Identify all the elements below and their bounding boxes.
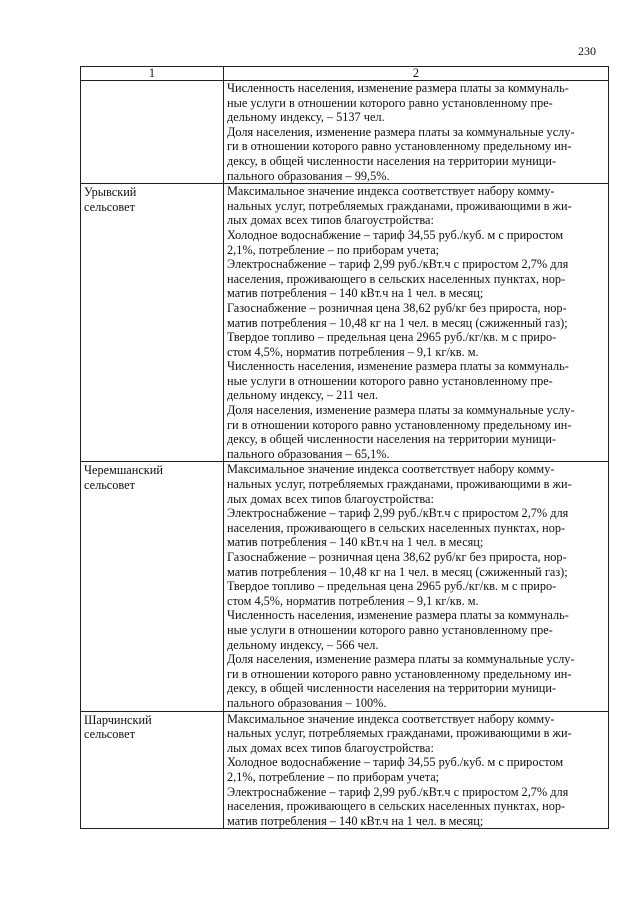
municipality-name: Черемшанский сельсовет: [84, 463, 163, 493]
paragraph: Газоснабжение – розничная цена 38,62 руб/кг без прироста, нор- матив потребления – 10,48 кг на 1 чел. в месяц (сжиженный газ);: [227, 550, 568, 579]
paragraph: Электроснабжение – тариф 2,99 руб./кВт.ч с приростом 2,7% для населения, проживающего в сельских населенных пунктах, нор- матив потребления – 140 кВт.ч на 1 чел. в месяц;: [227, 784, 569, 828]
table-row: [81, 81, 609, 184]
municipality-name-cell: [81, 711, 224, 829]
paragraph: Газоснабжение – розничная цена 38,62 руб/кг без прироста, нор- матив потребления – 10,48 кг на 1 чел. в месяц (сжиженный газ);: [227, 300, 568, 330]
column-header-1: 1: [81, 67, 224, 81]
municipality-name-cell: [81, 81, 224, 184]
municipality-name-cell: [81, 184, 224, 462]
paragraph: Электроснабжение – тариф 2,99 руб./кВт.ч с приростом 2,7% для населения, проживающего в сельских населенных пунктах, нор- матив потребления – 140 кВт.ч на 1 чел. в месяц;: [227, 506, 569, 550]
municipality-table: [80, 66, 609, 829]
paragraph: Численность населения, изменение размера платы за коммуналь- ные услуги в отношении которого равно установленному пре- дельному индексу, – 5137 чел.: [227, 81, 569, 125]
page-number: 230: [578, 44, 596, 58]
municipality-name-cell: [81, 462, 224, 711]
municipality-name: Шарчинский сельсовет: [84, 712, 152, 742]
description-cell: [224, 81, 609, 184]
paragraph: Максимальное значение индекса соответствует набору комму- нальных услуг, потребляемых гражданами, проживающими в жи- лых домах всех типов благоустройства:: [227, 184, 572, 228]
municipality-name: [84, 81, 220, 82]
table-row: [81, 711, 609, 829]
paragraph: Твердое топливо – предельная цена 2965 руб./кг/кв. м с приро- стом 4,5%, норматив потребления – 9,1 кг/кв. м.: [227, 579, 557, 608]
paragraph: Максимальное значение индекса соответствует набору комму- нальных услуг, потребляемых гражданами, проживающими в жи- лых домах всех типов благоустройства:: [227, 711, 572, 755]
municipality-name: Урывский сельсовет: [84, 185, 137, 214]
table-header-row: [81, 67, 609, 81]
paragraph: Твердое топливо – предельная цена 2965 руб./кг/кв. м с приро- стом 4,5%, норматив потребления – 9,1 кг/кв. м.: [227, 330, 557, 359]
description-cell: [224, 462, 609, 711]
paragraph: Численность населения, изменение размера платы за коммуналь- ные услуги в отношении которого равно установленному пре- дельному индексу, – 211 чел.: [227, 359, 569, 403]
table-row: [81, 184, 609, 462]
paragraph: Холодное водоснабжение – тариф 34,55 руб./куб. м с приростом 2,1%, потребление – по приборам учета;: [227, 755, 564, 784]
description-cell: [224, 184, 609, 462]
paragraph: Доля населения, изменение размера платы за коммунальные услу- ги в отношении которого равно установленному предельному ин- дексу, в общей численности населения на территории муници- пального образования – 100%.: [227, 652, 575, 710]
paragraph: Численность населения, изменение размера платы за коммуналь- ные услуги в отношении которого равно установленному пре- дельному индексу, – 566 чел.: [227, 608, 569, 652]
paragraph: Холодное водоснабжение – тариф 34,55 руб./куб. м с приростом 2,1%, потребление – по приборам учета;: [227, 227, 564, 257]
description-cell: [224, 711, 609, 829]
paragraph: Максимальное значение индекса соответствует набору комму- нальных услуг, потребляемых гражданами, проживающими в жи- лых домах всех типов благоустройства:: [227, 462, 572, 506]
table-row: [81, 462, 609, 711]
paragraph: Доля населения, изменение размера платы за коммунальные услу- ги в отношении которого равно установленному предельному ин- дексу, в общей численности населения на территории муници- пального образования – 99,5%.: [227, 124, 575, 183]
paragraph: Электроснабжение – тариф 2,99 руб./кВт.ч с приростом 2,7% для населения, проживающего в сельских населенных пунктах, нор- матив потребления – 140 кВт.ч на 1 чел. в месяц;: [227, 257, 569, 301]
column-header-2: 2: [224, 67, 609, 81]
paragraph: Доля населения, изменение размера платы за коммунальные услу- ги в отношении которого равно установленному предельному ин- дексу, в общей численности населения на территории муници- пального образования – 65,1%.: [227, 403, 575, 461]
